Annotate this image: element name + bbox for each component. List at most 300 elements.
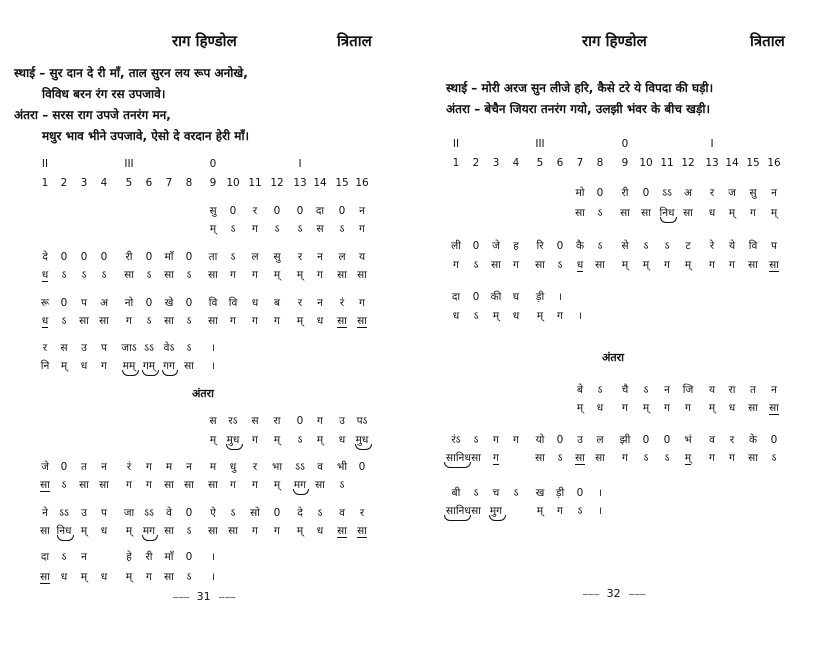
beat-number: 8: [596, 157, 604, 169]
notation-syllable: [223, 204, 243, 218]
notation-swar: [223, 478, 243, 492]
notation-syllable: [203, 250, 223, 264]
notation-swar: [570, 206, 590, 220]
notation-swar: [506, 309, 526, 323]
antara-line-2: मधुर भाव भीने उपजावे, ऐसो दे वरदान हेरी माँ।: [42, 129, 250, 143]
notation-syllable: [119, 550, 139, 564]
notation-syllable: [657, 433, 677, 447]
notation-syllable: [590, 186, 610, 200]
notation-swar: [94, 268, 114, 282]
notation-text: ब: [274, 297, 280, 309]
notation-text: सा: [337, 315, 347, 327]
notation-swar: [290, 524, 310, 538]
notation-text: 0: [60, 251, 68, 263]
notation-syllable: [290, 414, 310, 428]
notation-swar: [179, 524, 199, 538]
notation-swar: [179, 570, 199, 584]
notation-syllable: [267, 296, 287, 310]
notation-swar: [159, 524, 179, 538]
notation-text: सा: [748, 259, 758, 271]
ornament-left: ∼∽∼: [172, 593, 190, 602]
notation-syllable: [94, 296, 114, 310]
notation-text: ट: [685, 240, 691, 252]
notation-grid: [410, 0, 820, 651]
notation-text: पऽ: [356, 415, 368, 427]
notation-swar: [764, 401, 784, 415]
notation-syllable: [159, 506, 179, 520]
notation-swar: [54, 359, 74, 373]
notation-syllable: [657, 186, 677, 200]
notation-text: ग: [557, 310, 563, 322]
notation-swar: [35, 524, 55, 538]
notation-text: म्: [621, 259, 629, 271]
notation-text: सा: [769, 402, 779, 414]
notation-text: ग: [729, 452, 735, 464]
notation-swar: [764, 451, 784, 465]
notation-text: रऽ: [228, 415, 238, 427]
notation-text: सा: [228, 525, 238, 537]
notation-syllable: [139, 341, 159, 355]
notation-text: सा: [357, 269, 367, 281]
notation-text: धु: [229, 461, 237, 473]
notation-text: सा: [208, 479, 218, 491]
notation-text: प: [101, 342, 107, 354]
notation-syllable: [290, 250, 310, 264]
beat-number: 16: [767, 157, 781, 169]
notation-syllable: [702, 186, 722, 200]
notation-syllable: [743, 383, 763, 397]
notation-syllable: [54, 460, 74, 474]
notation-syllable: [486, 290, 506, 304]
notation-swar: [466, 309, 486, 323]
notation-text: सा: [641, 207, 651, 219]
notation-swar: [590, 206, 610, 220]
taal-mark: III: [535, 138, 545, 150]
notation-syllable: [466, 239, 486, 253]
notation-text: ता: [208, 251, 218, 263]
notation-swar: [636, 206, 656, 220]
notation-text: कै: [575, 240, 585, 252]
notation-swar: [119, 478, 139, 492]
notation-text: ऽ: [81, 269, 87, 281]
notation-syllable: [466, 290, 486, 304]
notation-swar: [94, 524, 114, 538]
notation-text: ध: [596, 402, 604, 414]
notation-text: म्: [125, 571, 133, 583]
notation-syllable: [223, 250, 243, 264]
notation-text: म्: [708, 402, 716, 414]
notation-text: ड़ी: [535, 291, 545, 303]
notation-text: ऽ: [664, 240, 670, 252]
notation-text: ल: [596, 434, 604, 446]
notation-swar: [203, 314, 223, 328]
meend-arc: [660, 217, 677, 223]
notation-text: उ: [81, 507, 87, 519]
notation-text: म्: [642, 259, 650, 271]
notation-swar: [590, 258, 610, 272]
notation-text: जाऽ: [121, 342, 137, 354]
notation-swar: [245, 433, 265, 447]
notation-text: ध: [41, 315, 49, 327]
notation-syllable: [486, 486, 506, 500]
notation-text: वे: [166, 507, 172, 519]
notation-swar: [159, 268, 179, 282]
notation-syllable: [530, 239, 550, 253]
beat-number: 9: [209, 177, 217, 189]
notation-syllable: [203, 414, 223, 428]
notation-text: अ: [99, 297, 109, 309]
beat-number: 9: [621, 157, 629, 169]
notation-syllable: [530, 290, 550, 304]
notation-swar: [615, 206, 635, 220]
notation-text: सु: [209, 205, 217, 217]
notation-swar: [35, 359, 55, 373]
notation-swar: [446, 309, 466, 323]
notation-swar: [352, 268, 372, 282]
beat-number: 4: [512, 157, 520, 169]
notation-text: सा: [99, 479, 109, 491]
notation-swar: [590, 451, 610, 465]
notation-text: ग: [252, 269, 258, 281]
notation-text: ऽ: [771, 452, 777, 464]
notation-syllable: [245, 296, 265, 310]
notation-text: 0: [273, 507, 281, 519]
notation-syllable: [35, 460, 55, 474]
notation-text: ऽ: [513, 487, 519, 499]
notation-swar: [290, 268, 310, 282]
notation-syllable: [159, 250, 179, 264]
notation-swar: [245, 478, 265, 492]
notation-swar: [678, 206, 698, 220]
notation-swar: [570, 309, 590, 323]
notation-text: ग: [101, 360, 107, 372]
notation-text: सा: [575, 452, 585, 464]
taal-mark: II: [41, 158, 49, 170]
notation-text: ग: [252, 223, 258, 235]
notation-swar: [203, 222, 223, 236]
notation-syllable: [352, 414, 372, 428]
notation-syllable: [159, 341, 179, 355]
notation-text: ऽ: [557, 452, 563, 464]
notation-text: ।: [558, 291, 562, 303]
notation-text: ऽ: [557, 259, 563, 271]
notation-text: ऽऽ: [662, 187, 672, 199]
antara-heading: अंतरा: [192, 387, 215, 400]
notation-text: ग: [709, 452, 715, 464]
notation-text: ध: [708, 207, 716, 219]
notation-text: ध: [60, 571, 68, 583]
notation-text: 0: [642, 434, 650, 446]
notation-syllable: [764, 383, 784, 397]
notation-swar: [223, 314, 243, 328]
notation-text: माँ: [164, 251, 174, 263]
notation-syllable: [636, 383, 656, 397]
notation-swar: [94, 359, 114, 373]
notation-swar: [506, 258, 526, 272]
notation-text: ग: [359, 223, 365, 235]
notation-text: ने: [42, 507, 48, 519]
notation-syllable: [139, 250, 159, 264]
notation-swar: [267, 314, 287, 328]
notation-syllable: [159, 550, 179, 564]
notation-swar: [486, 309, 506, 323]
beat-number: 13: [293, 177, 307, 189]
notation-swar: [466, 504, 486, 518]
notation-swar: [310, 314, 330, 328]
notation-text: ऽ: [317, 507, 323, 519]
notation-swar: [352, 222, 372, 236]
notation-syllable: [179, 250, 199, 264]
notation-text: ग: [230, 479, 236, 491]
notation-text: सा: [357, 315, 367, 327]
notation-text: ग: [750, 207, 756, 219]
notation-text: ग: [729, 259, 735, 271]
notation-swar: [764, 258, 784, 272]
notation-text: 0: [358, 461, 366, 473]
notation-swar: [657, 401, 677, 415]
notation-text: म्: [80, 525, 88, 537]
notation-swar: [332, 268, 352, 282]
notation-text: 0: [185, 297, 193, 309]
notation-text: ऽ: [473, 310, 479, 322]
notation-swar: [245, 222, 265, 236]
notation-text: म्: [125, 525, 133, 537]
sthayi-line-1: स्थाई – सुर दान दे री माँ, ताल सुरन लय रूप अनोखे,: [14, 66, 248, 80]
notation-text: ऽऽ: [59, 507, 69, 519]
notation-syllable: [35, 250, 55, 264]
notation-text: ऽ: [186, 269, 192, 281]
notation-syllable: [657, 383, 677, 397]
notation-syllable: [74, 341, 94, 355]
notation-text: से: [621, 240, 629, 252]
notation-text: म्: [728, 207, 736, 219]
notation-swar: [119, 570, 139, 584]
notation-text: ग: [252, 434, 258, 446]
notation-text: ऽ: [577, 505, 583, 517]
notation-swar: [203, 524, 223, 538]
notation-text: ग: [359, 297, 365, 309]
notation-swar: [678, 258, 698, 272]
notation-text: ऽ: [297, 434, 303, 446]
notation-swar: [550, 451, 570, 465]
notation-syllable: [446, 433, 466, 447]
notation-syllable: [245, 460, 265, 474]
notation-text: 0: [663, 434, 671, 446]
notation-syllable: [506, 486, 526, 500]
notation-text: ऽऽ: [295, 461, 305, 473]
notation-text: सा: [164, 315, 174, 327]
notation-text: मुध: [226, 434, 240, 446]
notation-swar: [159, 570, 179, 584]
notation-swar: [332, 222, 352, 236]
notation-text: ड़ी: [555, 487, 565, 499]
notation-swar: [54, 478, 74, 492]
notation-text: म्: [576, 402, 584, 414]
notation-syllable: [590, 383, 610, 397]
notation-text: न: [81, 551, 87, 563]
notation-syllable: [310, 250, 330, 264]
notation-syllable: [54, 250, 74, 264]
notation-text: ग: [252, 479, 258, 491]
notation-text: र: [709, 187, 715, 199]
notation-syllable: [743, 433, 763, 447]
notation-syllable: [615, 186, 635, 200]
notation-swar: [743, 451, 763, 465]
notation-syllable: [267, 204, 287, 218]
notation-text: ऽ: [146, 315, 152, 327]
notation-text: त: [81, 461, 87, 473]
notation-syllable: [764, 239, 784, 253]
beat-number: 11: [248, 177, 262, 189]
notation-swar: [179, 268, 199, 282]
notation-text: घ: [512, 291, 520, 303]
notation-swar: [119, 314, 139, 328]
notation-text: रे: [709, 240, 715, 252]
notation-swar: [702, 451, 722, 465]
notation-text: न: [317, 251, 323, 263]
notation-text: म्: [492, 310, 500, 322]
notation-syllable: [179, 550, 199, 564]
notation-text: सा: [769, 259, 779, 271]
notation-text: ऽ: [473, 487, 479, 499]
notation-text: ध: [41, 269, 49, 281]
notation-syllable: [550, 486, 570, 500]
ornament-right: ∼∽∼: [628, 590, 646, 599]
notation-swar: [636, 401, 656, 415]
notation-text: सा: [491, 259, 501, 271]
notation-swar: [722, 451, 742, 465]
notation-text: रि: [536, 240, 544, 252]
notation-text: ग: [317, 415, 323, 427]
notation-text: ये: [728, 240, 736, 252]
notation-text: र: [252, 461, 258, 473]
notation-text: ग: [252, 525, 258, 537]
notation-swar: [54, 570, 74, 584]
notation-swar: [486, 258, 506, 272]
notation-text: रं: [339, 297, 345, 309]
notation-text: ।: [211, 571, 215, 583]
notation-syllable: [139, 506, 159, 520]
notation-swar: [570, 504, 590, 518]
notation-syllable: [310, 204, 330, 218]
notation-syllable: [139, 460, 159, 474]
notation-text: ध: [316, 525, 324, 537]
notation-text: 0: [145, 297, 153, 309]
notation-text: सा: [337, 269, 347, 281]
notation-syllable: [119, 250, 139, 264]
notation-swar: [590, 504, 610, 518]
notation-swar: [203, 359, 223, 373]
notation-text: 0: [60, 297, 68, 309]
notation-syllable: [466, 433, 486, 447]
notation-swar: [550, 258, 570, 272]
notation-text: जे: [41, 461, 49, 473]
notation-swar: [722, 401, 742, 415]
notation-syllable: [657, 239, 677, 253]
notation-swar: [466, 451, 486, 465]
notation-text: ग: [230, 315, 236, 327]
notation-text: सा: [40, 479, 50, 491]
notation-syllable: [352, 506, 372, 520]
notation-text: ऽ: [339, 223, 345, 235]
notation-syllable: [550, 290, 570, 304]
notation-swar: [615, 451, 635, 465]
notation-swar: [466, 258, 486, 272]
notation-syllable: [139, 296, 159, 310]
notation-text: ग: [126, 479, 132, 491]
notation-text: ग: [252, 315, 258, 327]
notation-text: ऽ: [61, 269, 67, 281]
notation-syllable: [332, 296, 352, 310]
beat-number: 10: [639, 157, 653, 169]
notation-swar: [290, 433, 310, 447]
notation-swar: [310, 268, 330, 282]
beat-number: 14: [725, 157, 739, 169]
notation-text: बे: [577, 384, 583, 396]
notation-text: 0: [642, 187, 650, 199]
notation-text: ख: [535, 487, 545, 499]
notation-text: म्: [296, 269, 304, 281]
notation-text: ग: [146, 461, 152, 473]
notation-syllable: [332, 250, 352, 264]
notation-syllable: [290, 204, 310, 218]
beat-number: 5: [536, 157, 544, 169]
notation-text: च: [492, 487, 500, 499]
notation-syllable: [179, 296, 199, 310]
notation-syllable: [636, 433, 656, 447]
notation-text: सा: [315, 479, 325, 491]
notation-syllable: [722, 239, 742, 253]
notation-swar: [203, 268, 223, 282]
notation-text: 0: [596, 187, 604, 199]
notation-text: रंऽ: [451, 434, 461, 446]
notation-swar: [310, 433, 330, 447]
page-footer: [172, 590, 235, 603]
notation-swar: [267, 478, 287, 492]
notation-swar: [74, 314, 94, 328]
notation-swar: [332, 433, 352, 447]
notation-text: ऽ: [597, 240, 603, 252]
notation-swar: [54, 268, 74, 282]
beat-number: 6: [556, 157, 564, 169]
notation-text: सा: [535, 259, 545, 271]
raag-title: राग हिण्डोल: [582, 32, 647, 50]
notation-syllable: [702, 433, 722, 447]
antara-heading: अंतरा: [602, 351, 625, 364]
notation-text: म्: [273, 434, 281, 446]
notation-syllable: [179, 506, 199, 520]
notation-text: ग: [230, 269, 236, 281]
notation-text: 0: [229, 205, 237, 217]
notation-text: ऽ: [664, 452, 670, 464]
notation-text: ऽऽ: [144, 342, 154, 354]
notation-syllable: [74, 506, 94, 520]
notation-text: सा: [99, 315, 109, 327]
notation-text: स: [316, 223, 324, 235]
notation-syllable: [332, 414, 352, 428]
notation-text: म: [165, 461, 173, 473]
notation-text: 0: [472, 240, 480, 252]
notation-syllable: [267, 414, 287, 428]
notation-text: न: [664, 384, 670, 396]
notation-swar: [702, 401, 722, 415]
notation-syllable: [54, 341, 74, 355]
notation-swar: [54, 314, 74, 328]
notation-text: ध: [452, 310, 460, 322]
notation-text: ग: [317, 269, 323, 281]
notation-text: ल: [338, 251, 346, 263]
notation-syllable: [54, 296, 74, 310]
